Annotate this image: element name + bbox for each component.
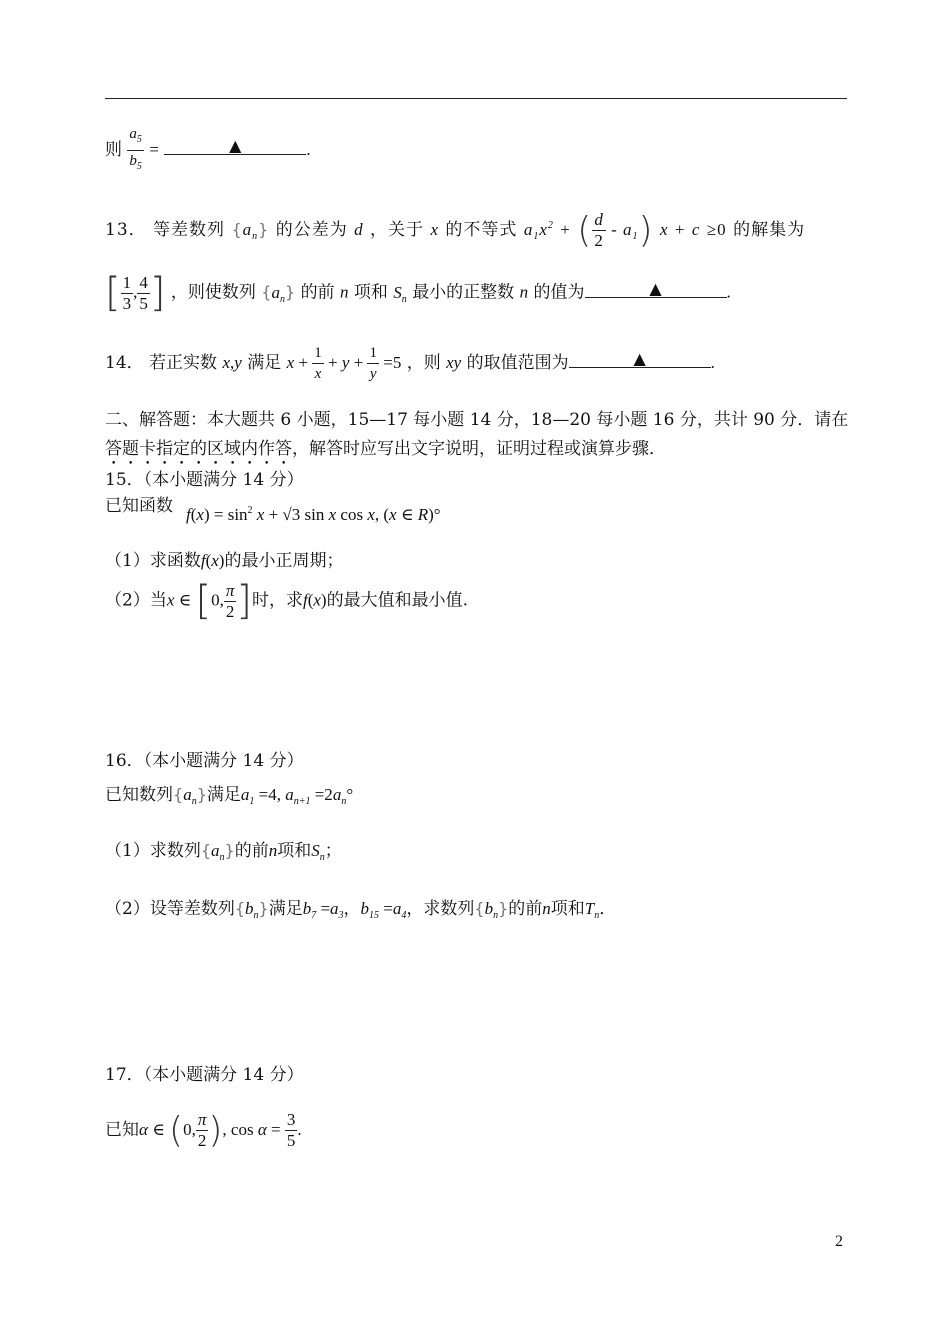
page-number: 2 xyxy=(835,1233,843,1250)
q13-text: 的值为 xyxy=(533,282,585,303)
section2-line2 xyxy=(105,434,666,469)
q16-text: 的前 xyxy=(508,899,543,919)
answer-triangle-icon: ▲ xyxy=(649,278,662,298)
q15-text: （2）当 xyxy=(105,590,167,611)
q13-answer-blank[interactable] xyxy=(585,278,727,298)
q16-text: （2）设等差数列 xyxy=(105,899,235,919)
q12-tail: 则 $\frac{a_5}{b_5}$ = ▲ . xyxy=(105,124,311,177)
q13-text: 的公差为 xyxy=(275,220,348,240)
q15-given: 已知函数 xyxy=(105,496,173,516)
q13-text: ，则使数列 xyxy=(170,282,256,303)
q15-text: 的最小正周期； xyxy=(224,551,344,571)
q16-text: 项和 xyxy=(550,899,585,919)
q13-text: 的不等式 xyxy=(445,220,518,240)
q12-fraction: $\frac{a_5}{b_5}$ xyxy=(129,126,142,172)
q14-text: 满足 xyxy=(247,353,282,373)
q16-header: 16．（本小题满分 14 分） xyxy=(105,751,304,771)
q16-part1: （1）求数列$\{a_n\}$的前n项和$S_n$； xyxy=(105,841,342,863)
q16-text: 已知数列 xyxy=(105,785,173,805)
q13-text: 最小的正整数 xyxy=(412,282,515,303)
q13-number: 13． xyxy=(105,220,147,240)
q17-given: 已知α ∈ (0, $\frac{\pi}{2}$ ), cos α = $\frac{3}{5}$ . xyxy=(105,1110,302,1151)
q13-text: 的前 xyxy=(300,282,335,303)
section2-rest: ，解答时应写出文字说明，证明过程或演算步骤． xyxy=(292,439,666,459)
q13-text: ，关于 xyxy=(370,220,425,240)
q14-number: 14． xyxy=(105,353,144,373)
section2-emphasis: 答题卡指定的区域内作答 xyxy=(105,439,292,459)
answer-triangle-icon: ▲ xyxy=(229,136,242,155)
q13-text: 等差数列 xyxy=(153,220,226,240)
section2-line1: 二、解答题：本大题共 6 小题，15—17 每小题 14 分，18—20 每小题 16 分，共计 90 分．请在 xyxy=(105,410,849,430)
q16-text: 满足 xyxy=(206,785,241,805)
q14-text: ，则 xyxy=(406,353,441,373)
q15-text: （1）求函数 xyxy=(105,551,201,571)
q16-text: （1）求数列 xyxy=(105,841,201,861)
q14-text: 的取值范围为 xyxy=(466,353,569,373)
q13-text: 项和 xyxy=(353,282,388,303)
answer-triangle-icon: ▲ xyxy=(633,349,646,368)
q15-function: $f(x) = \sin^2 x + √3$ sin x cos x, (x ∈ R)° xyxy=(186,505,441,524)
q12-answer-blank[interactable] xyxy=(164,138,306,155)
q16-given: 已知数列$\{a_n\}$满足$a_1 =4$, $a_{n+1} =2a_n^\circ$ xyxy=(105,785,354,807)
q13-line1: 13． 等差数列 $\{a_n\}$ 的公差为 d ，关于 x 的不等式 $a_1x^2$ + ( $\frac{d}{2}$ - $a_1$) x + c ≥0 的解集为 xyxy=(105,210,806,251)
q14-text: 若正实数 xyxy=(149,353,218,373)
q15-header: 15．（本小题满分 14 分） xyxy=(105,470,304,490)
q15-part2: （2）当x ∈ [0, $\frac{\pi}{2}$ ]时，求f(x)的最大值和最小值. xyxy=(105,578,468,624)
header-rule xyxy=(105,98,847,99)
q16-text: 求数列 xyxy=(423,899,475,919)
q13-text: 的解集为 xyxy=(733,220,806,240)
q16-text: 的前 xyxy=(234,841,269,861)
q15-text: 时，求 xyxy=(251,590,303,611)
q17-text: 已知 xyxy=(105,1120,139,1140)
q16-part2: （2）设等差数列$\{b_n\}$满足$b_7 =a_3$，$b_{15} =a_4$，求数列$\{b_n\}$的前n项和$T_n$． xyxy=(105,899,617,921)
q13-line2: [ $\frac{1}{3}$ , $\frac{4}{5}$ ] ，则使数列 $\{a_n\}$ 的前 n 项和 $S_n$ 最小的正整数 n 的值为 ▲ . xyxy=(105,270,731,316)
q15-part1: （1）求函数f(x)的最小正周期； xyxy=(105,551,344,571)
q12-prefix: 则 xyxy=(105,140,122,160)
q15-text: 的最大值和最小值. xyxy=(326,590,468,611)
q13-inequality: $a_1x^2$ xyxy=(523,220,554,242)
q16-text: 项和 xyxy=(277,841,312,861)
q16-text: 满足 xyxy=(268,899,303,919)
q14-line: 14． 若正实数 x,y 满足 x + $\frac{1}{x}$ + y + $\frac{1}{y}$ =5 ，则 xy 的取值范围为 ▲ . xyxy=(105,345,715,382)
q17-header: 17．（本小题满分 14 分） xyxy=(105,1065,304,1085)
q14-answer-blank[interactable] xyxy=(569,351,711,368)
